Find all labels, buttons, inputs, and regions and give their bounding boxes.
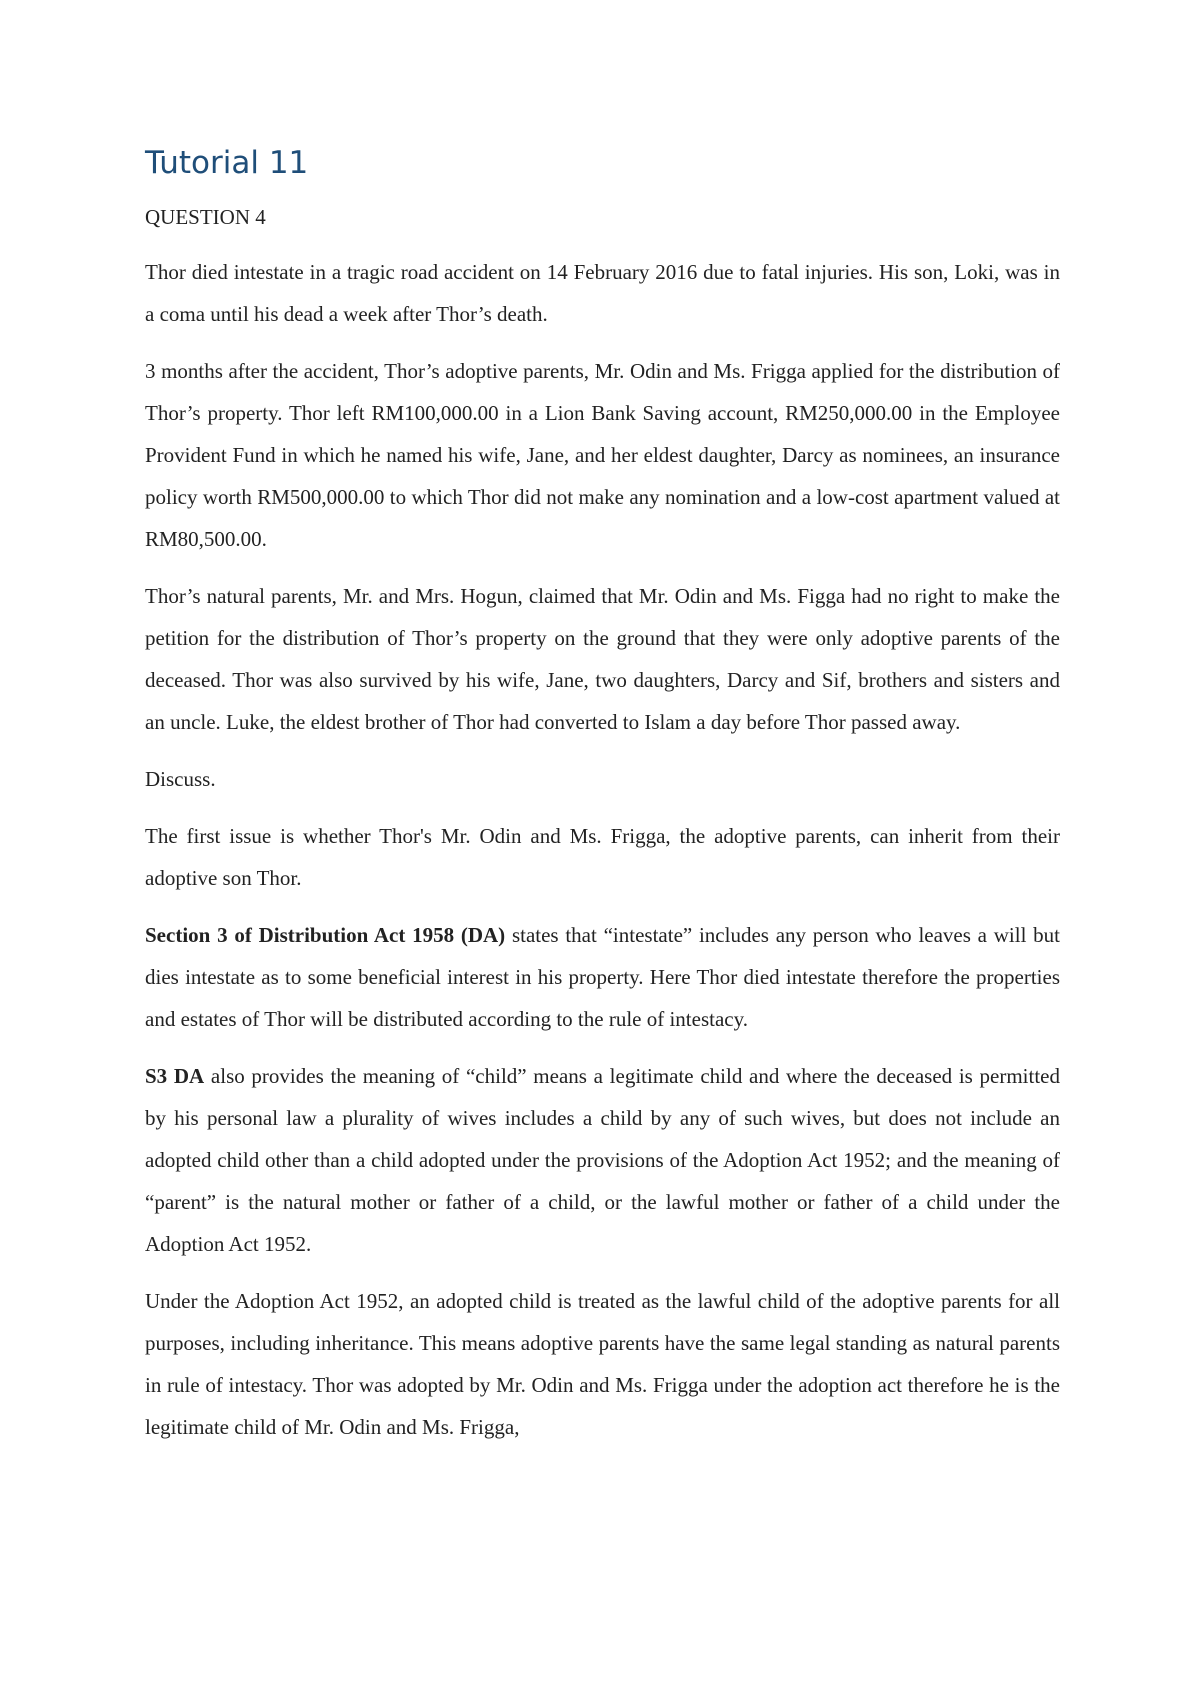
document-title: Tutorial 11 [145, 145, 309, 181]
paragraph-section-3 [145, 914, 1060, 1040]
paragraph-adoption-act: Under the Adoption Act 1952, an adopted child is treated as the lawful child of the adoptive parents for all purposes, including inheritance. This means adoptive parents have the same legal standing as natural parents in rule of intestacy. Thor was adopted by Mr. Odin and Ms. Frigga under the adoption act therefore he is the legitimate child of Mr. Odin and Ms. Frigga, [145, 1289, 1060, 1439]
paragraph-s3-definitions [145, 1055, 1060, 1265]
paragraph-discuss: Discuss. [145, 767, 216, 791]
question-heading: QUESTION 4 [145, 205, 266, 229]
paragraph-text: also provides the meaning of “child” means a legitimate child and where the deceased is permitted by his personal law a plurality of wives includes a child by any of such wives, but does not include an adopted child other than a child adopted under the provisions of the Adoption Act 1952; and the meaning of “parent” is the natural mother or father of a child, or the lawful mother or father of a child under the Adoption Act 1952. [145, 1064, 1061, 1256]
paragraph-text: states that “intestate” includes any person who leaves a will but dies intestate as to some beneficial interest in his property. Here Thor died intestate therefore the properties and estates of Thor will be distributed according to the rule of intestacy. [145, 923, 1060, 1031]
statute-reference: Section 3 of Distribution Act 1958 (DA) [145, 923, 506, 947]
statute-reference: S3 DA [145, 1064, 205, 1088]
document-page [145, 138, 1060, 1463]
paragraph-facts-1: Thor died intestate in a tragic road accident on 14 February 2016 due to fatal injuries. His son, Loki, was in a coma until his dead a week after Thor’s death. [145, 260, 1060, 326]
paragraph-first-issue: The first issue is whether Thor's Mr. Odin and Ms. Frigga, the adoptive parents, can inherit from their adoptive son Thor. [145, 824, 1060, 890]
paragraph-facts-3: Thor’s natural parents, Mr. and Mrs. Hogun, claimed that Mr. Odin and Ms. Figga had no right to make the petition for the distribution of Thor’s property on the ground that they were only adoptive parents of the deceased. Thor was also survived by his wife, Jane, two daughters, Darcy and Sif, brothers and sisters and an uncle. Luke, the eldest brother of Thor had converted to Islam a day before Thor passed away. [145, 584, 1060, 734]
paragraph-facts-2: 3 months after the accident, Thor’s adoptive parents, Mr. Odin and Ms. Frigga applied for the distribution of Thor’s property. Thor left RM100,000.00 in a Lion Bank Saving account, RM250,000.00 in the Employee Provident Fund in which he named his wife, Jane, and her eldest daughter, Darcy as nominees, an insurance policy worth RM500,000.00 to which Thor did not make any nomination and a low-cost apartment valued at RM80,500.00. [145, 359, 1060, 551]
